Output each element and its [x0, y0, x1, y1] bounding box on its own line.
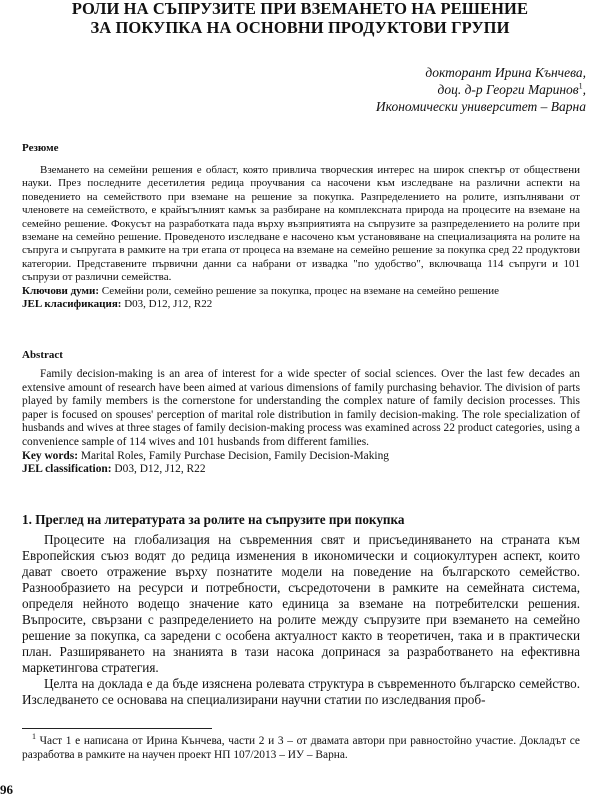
- abstract-text: Family decision-making is an area of interest for a wide specter of social sciences. Over the last few decades an extensive amount of research have been aimed at various dimensions of family purchasing behavior. The division of parts played by family members is the cornerstone for understanding the complex nature of family decision processes. This paper is focused on spouses' perception of marital role distribution in family decision-making. The role specialization of husbands and wives at three stages of family decision-making process was examined across 22 product categories, using a convenience sample of 114 wives and 101 husbands from different families.: [22, 368, 580, 448]
- abstract-keywords-label: Key words:: [22, 449, 78, 462]
- abstract-jel-label: JEL classification:: [22, 463, 112, 476]
- author-1: докторант Ирина Кънчева,: [425, 65, 586, 80]
- page-number: 96: [0, 782, 13, 797]
- abstract-jel: [22, 463, 580, 477]
- affiliation: Икономически университет – Варна: [375, 99, 586, 114]
- abstract-block: [22, 368, 580, 477]
- resume-jel-label: JEL класификация:: [22, 298, 122, 311]
- abstract-keywords-value: Marital Roles, Family Purchase Decision, Family Decision-Making: [78, 449, 389, 462]
- section-1-body: [22, 532, 580, 708]
- resume-heading: Резюме: [22, 142, 59, 154]
- resume-keywords-label: Ключови думи:: [22, 284, 100, 297]
- footnote-text: Част 1 е написана от Ирина Кънчева, части 2 и 3 – от двамата автори при равностойно участие. Докладът се разработва в рамките на научен проект НП 107/2013 – ИУ – Варна.: [22, 735, 580, 761]
- abstract-keywords: [22, 450, 580, 464]
- author-2-name: доц. д-р Георги Маринов: [437, 82, 579, 97]
- resume-jel-value: D03, D12, J12, R22: [121, 298, 213, 311]
- footnote-divider: [22, 728, 212, 729]
- resume-keywords: [22, 285, 580, 298]
- author-2-footnote-marker: 1: [578, 81, 583, 91]
- paper-title-line-2: ЗА ПОКУПКА НА ОСНОВНИ ПРОДУКТОВИ ГРУПИ: [90, 18, 510, 37]
- author-2: [186, 81, 586, 98]
- section-1-paragraph-2: Целта на доклада е да бъде изяснена ролевата структура в съвременното българско семейство. Изследването се основава на специализирани научни статии по изследвания проб-: [22, 676, 580, 707]
- resume-text: Вземането на семейни решения е област, която привлича творческия интерес на широк спектър от обществени науки. През последните десетилетия редица проучвания са насочени към изследване на различни аспекти на поведението на семейството при вземане на решение за покупка. Разпределението на ролите, изпълнявани от членовете на семейството, е крайъгълният камък за разбиране на комплексната природа на процесите на вземане на семейно решение. Фокусът на разработката пада върху възприятията на съпрузите за разпределението на ролите при вземане на семейно решение. Проведеното изследване е насочено към установяване на специализацията на ролите на съпруга и съпругата в рамките на три етапа от процеса на вземане на семейно решение за покупка сред 22 продуктови категории. Представените първични данни са набрани от извадка "по удобство", включваща 114 съпруги и 101 съпрузи от различни семейства.: [22, 164, 580, 284]
- footnote: [22, 734, 580, 762]
- abstract-jel-value: D03, D12, J12, R22: [111, 463, 206, 476]
- resume-jel: [22, 298, 580, 311]
- resume-keywords-value: Семейни роли, семейно решение за покупка, процес на вземане на семейно решение: [99, 284, 499, 297]
- abstract-heading: Abstract: [22, 349, 63, 361]
- resume-block: [22, 164, 580, 311]
- section-1-title: 1. Преглед на литературата за ролите на съпрузите при покупка: [22, 512, 405, 527]
- section-1-paragraph-1: Процесите на глобализация на съвременния свят и присъединяването на страната към Европейския съюз водят до редица изменения в икономически и социокултурен аспект, които дават своето отражение върху познатите модели на поведение на българското семейство. Разнообразието на ресурси и потребности, съсредоточени в рамките на семейната система, определя нейното водещо значение като единица за вземане на потребителски решения. Въпросите, свързани с разпределението на ролите между съпрузите при вземането на семейно решение за покупка, са заредени с особена актуалност както в теоретичен, така и в практически план. Разширяването на знанията в тази насока допринася за разработването на ефективна маркетингова стратегия.: [22, 532, 580, 675]
- author-2-tail: ,: [582, 82, 586, 97]
- paper-title-line-1: РОЛИ НА СЪПРУЗИТЕ ПРИ ВЗЕМАНЕТО НА РЕШЕНИЕ: [71, 0, 529, 18]
- authors-block: [186, 64, 586, 115]
- footnote-marker: 1: [32, 732, 36, 742]
